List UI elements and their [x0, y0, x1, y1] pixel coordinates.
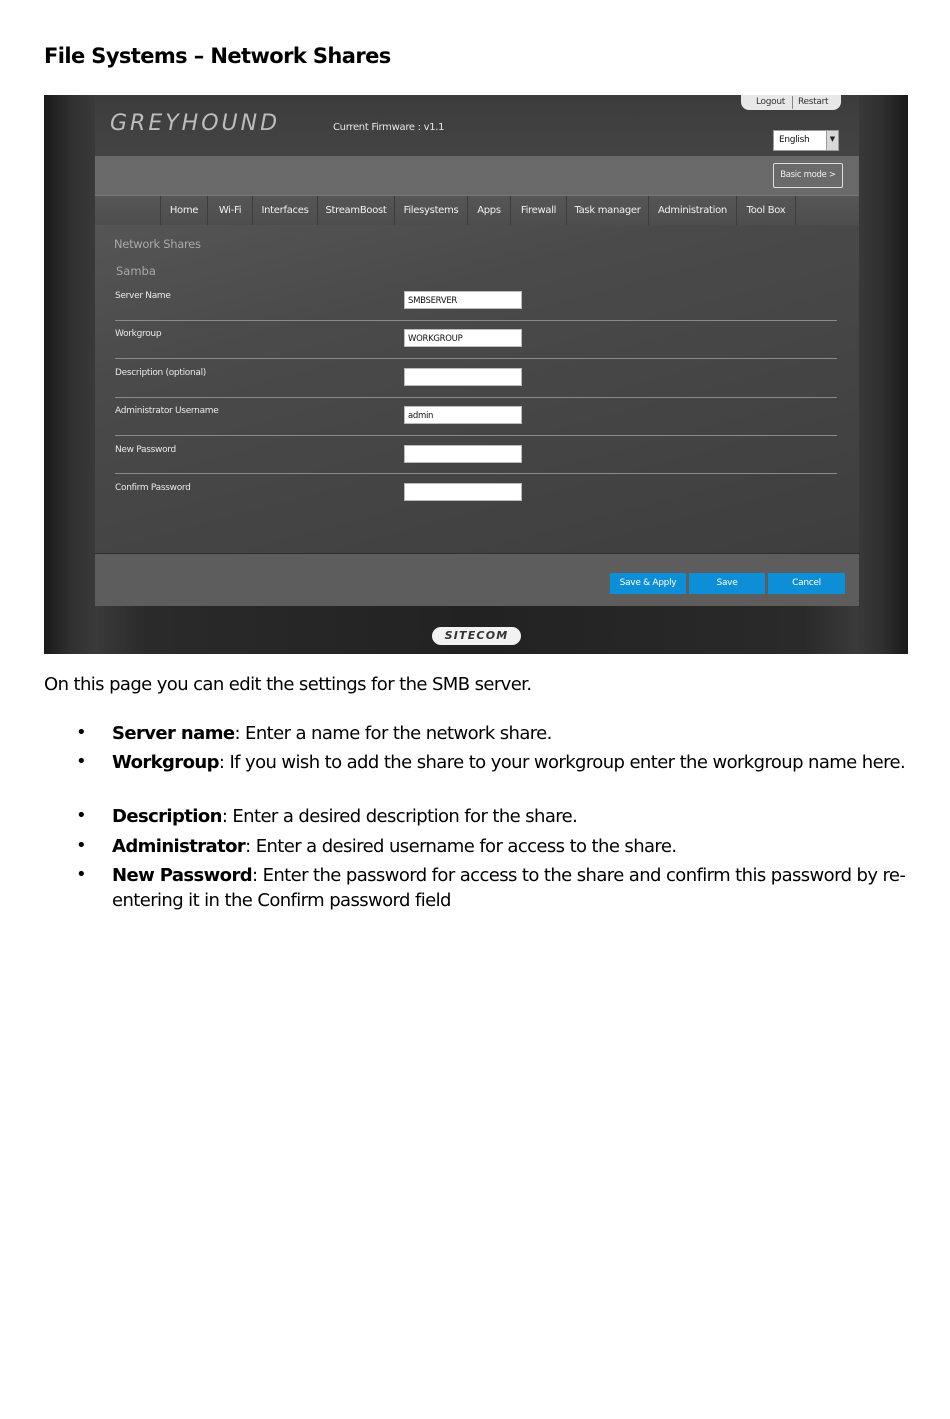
description-label: Description (optional)	[115, 368, 207, 378]
list-item-text: : Enter a desired description for the share.	[221, 806, 578, 827]
nav-home[interactable]: Home	[160, 196, 207, 225]
chevron-down-icon[interactable]: ▼	[826, 131, 838, 150]
router-screenshot	[44, 95, 908, 654]
bullet-marker: •	[76, 751, 87, 772]
action-bar	[95, 553, 859, 606]
sitecom-logo: SITECOM	[432, 627, 521, 645]
link-divider	[792, 96, 793, 109]
list-item-term: Workgroup	[112, 752, 219, 773]
main-nav	[95, 195, 859, 226]
admin-username-input[interactable]: admin	[404, 406, 522, 424]
list-item-term: Description	[112, 806, 222, 827]
section-title: Samba	[116, 264, 156, 278]
language-select[interactable]	[773, 130, 839, 151]
server-name-input[interactable]: SMBSERVER	[404, 291, 522, 309]
bullet-marker: •	[76, 864, 87, 885]
router-ui	[95, 95, 859, 605]
nav-apps[interactable]: Apps	[467, 196, 510, 225]
nav-firewall[interactable]: Firewall	[510, 196, 566, 225]
firmware-version: Current Firmware : v1.1	[333, 122, 445, 133]
nav-streamboost[interactable]: StreamBoost	[317, 196, 394, 225]
workgroup-label: Workgroup	[115, 329, 162, 339]
nav-task-manager[interactable]: Task manager	[566, 196, 648, 225]
list-item-text: : Enter a name for the network share.	[234, 723, 552, 744]
intro-paragraph: On this page you can edit the settings for the SMB server.	[44, 674, 532, 695]
save-button[interactable]: Save	[689, 573, 765, 594]
brand-logo: GREYHOUND	[110, 111, 281, 136]
logout-link[interactable]: Logout	[756, 97, 786, 107]
basic-mode-button[interactable]: Basic mode >	[773, 163, 843, 188]
restart-link[interactable]: Restart	[798, 97, 829, 107]
list-item-text: : Enter the password for access to the share and confirm this password by re-entering it in the Confirm password field	[112, 865, 906, 911]
bullet-marker: •	[76, 805, 87, 826]
divider	[115, 358, 837, 359]
divider	[115, 435, 837, 436]
list-item-term: Server name	[112, 723, 235, 744]
divider	[115, 473, 837, 474]
list-item	[112, 834, 912, 859]
network-shares-panel	[95, 225, 859, 553]
new-password-input[interactable]	[404, 445, 522, 463]
list-item-term: New Password	[112, 865, 253, 886]
list-item	[112, 804, 912, 829]
nav-tool-box[interactable]: Tool Box	[736, 196, 796, 225]
list-item	[112, 863, 912, 913]
divider	[115, 320, 837, 321]
nav-filesystems[interactable]: Filesystems	[394, 196, 467, 225]
nav-wifi[interactable]: Wi-Fi	[207, 196, 252, 225]
description-input[interactable]	[404, 368, 522, 386]
server-name-label: Server Name	[115, 291, 171, 301]
list-item-text: : Enter a desired username for access to the share.	[245, 836, 677, 857]
divider	[115, 397, 837, 398]
router-header	[95, 95, 859, 156]
list-item	[112, 721, 912, 746]
cancel-button[interactable]: Cancel	[768, 573, 845, 594]
bullet-marker: •	[76, 722, 87, 743]
language-value: English	[779, 135, 810, 145]
document-heading: File Systems – Network Shares	[44, 44, 391, 68]
admin-username-label: Administrator Username	[115, 406, 219, 416]
confirm-password-label: Confirm Password	[115, 483, 191, 493]
mode-bar	[95, 156, 859, 195]
list-item-text: : If you wish to add the share to your workgroup enter the workgroup name here.	[218, 752, 906, 773]
bullet-marker: •	[76, 835, 87, 856]
nav-interfaces[interactable]: Interfaces	[252, 196, 317, 225]
workgroup-input[interactable]: WORKGROUP	[404, 329, 522, 347]
confirm-password-input[interactable]	[404, 483, 522, 501]
list-item-term: Administrator	[112, 836, 246, 857]
top-links	[741, 95, 841, 110]
nav-administration[interactable]: Administration	[648, 196, 736, 225]
save-apply-button[interactable]: Save & Apply	[610, 573, 686, 594]
new-password-label: New Password	[115, 445, 176, 455]
list-item	[112, 750, 912, 775]
panel-title: Network Shares	[114, 237, 201, 251]
